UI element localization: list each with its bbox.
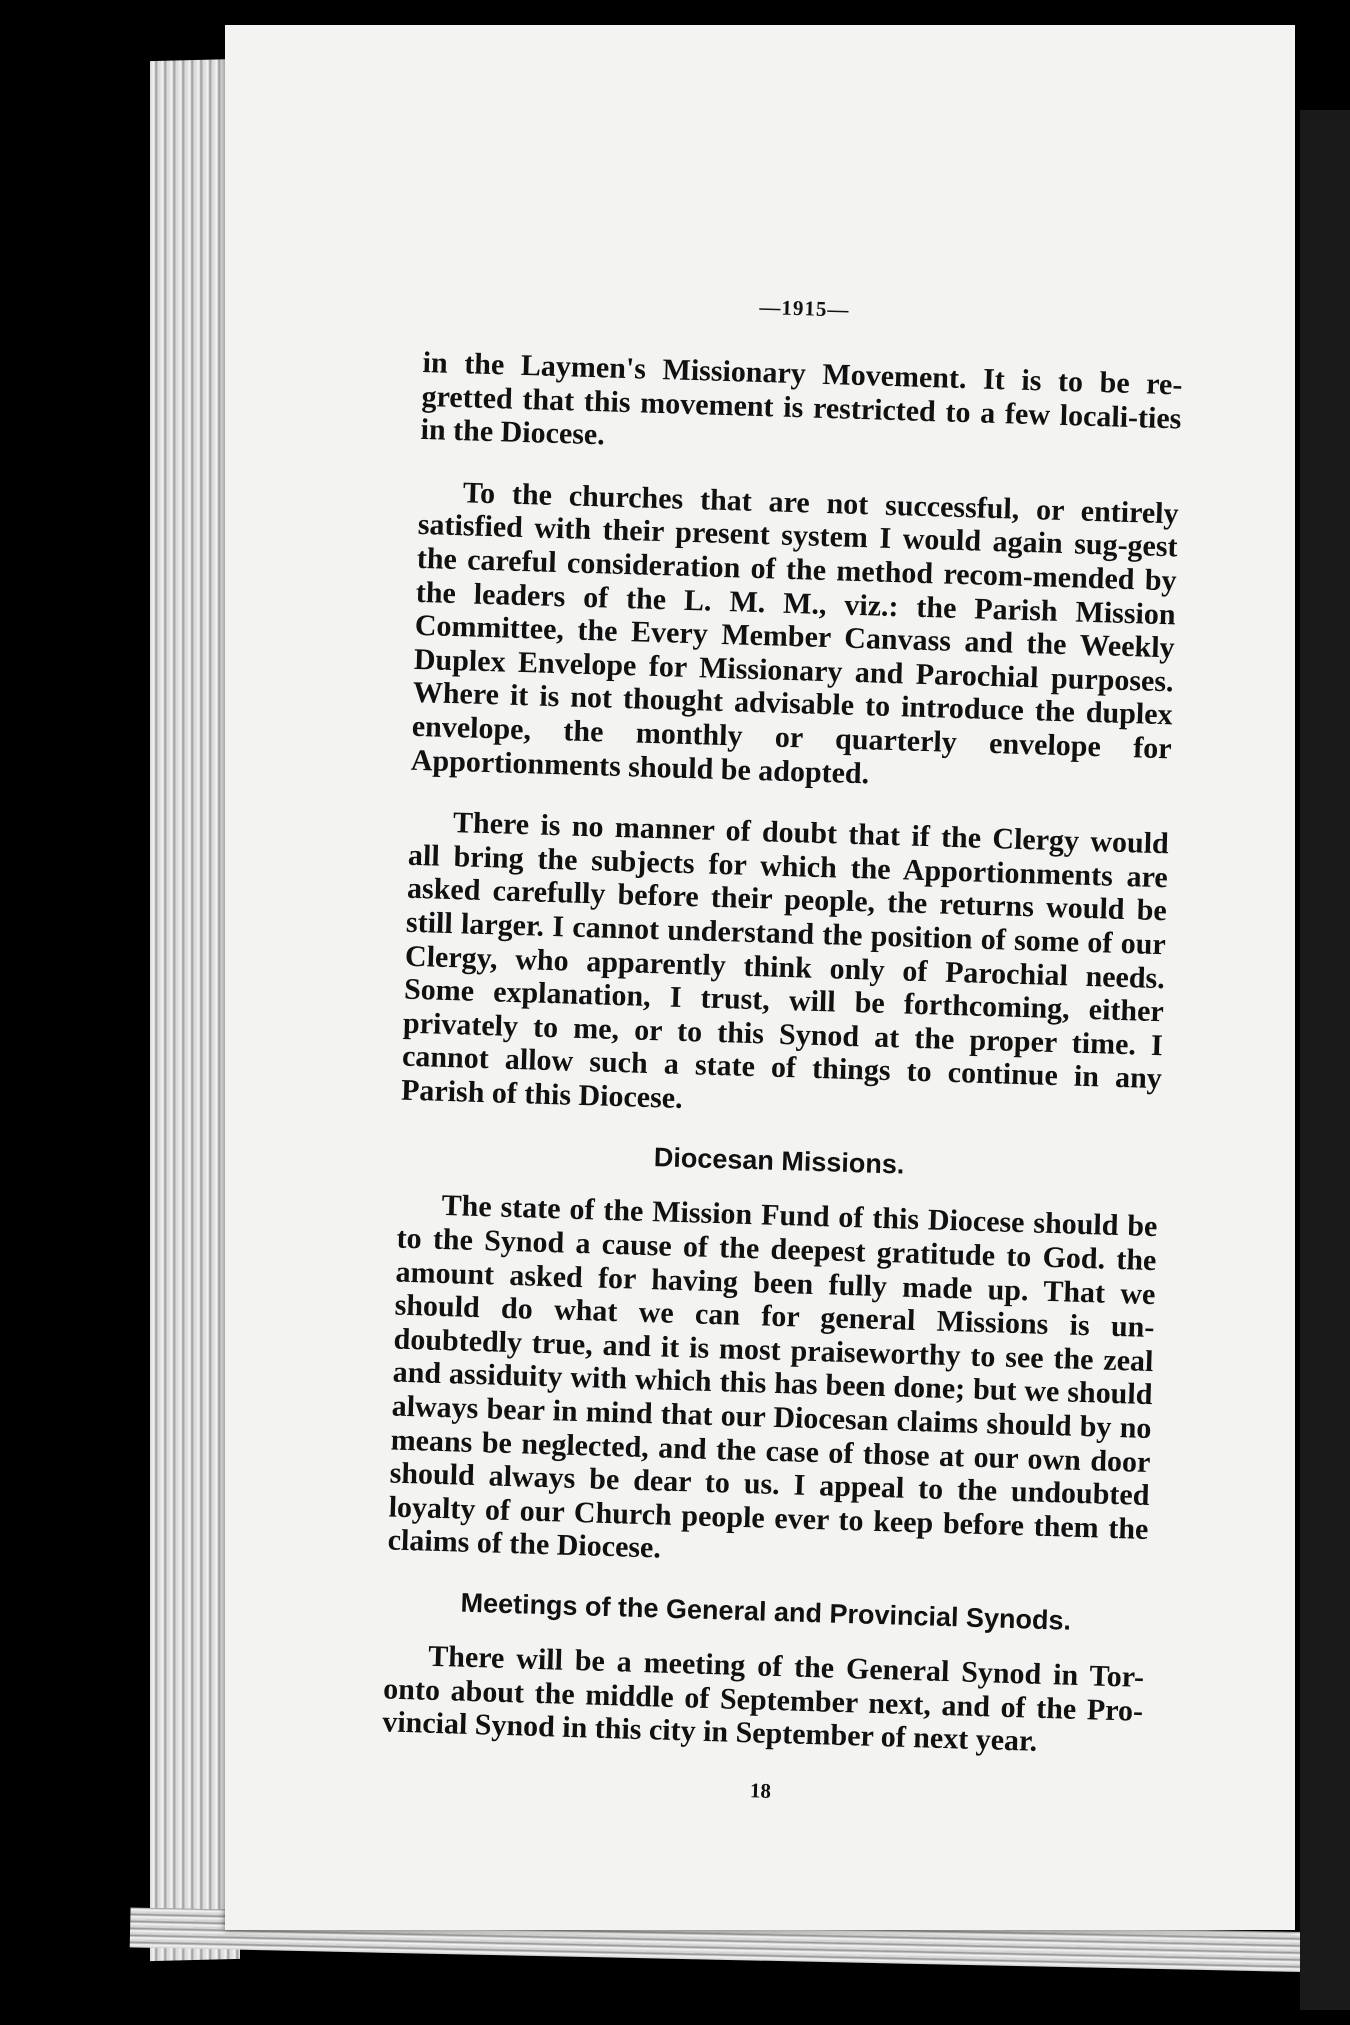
paragraph-laymen-movement: in the Laymen's Missionary Movement. It is to be re-gretted that this movement is restricted to a few locali-ties in the Diocese. <box>420 345 1183 452</box>
page-number: 18 <box>749 1778 772 1803</box>
paragraph-churches-system: To the churches that are not successful, or entirely satisfied with their present system I would again sug-gest the careful consideration of the method recom-mended by the leaders of the L. M. M., viz.: the Parish Mission Committee, the Every Member Canvass and the Weekly Duplex Envelope for Missionary and Parochial purposes. Where it is not thought advisable to introduce the duplex envelope, the monthly or quarterly envelope for Apportionments should be adopted. <box>410 476 1180 790</box>
scan-right-border <box>1300 110 1350 2010</box>
paragraph-mission-fund: The state of the Mission Fund of this Diocese should be to the Synod a cause of the deepest gratitude to God. the amount asked for having been fully made up. That we should do what we can for general Missions is un-doubtedly true, and it is most praiseworthy to see the zeal and assiduity with which this has been done; but we should always bear in mind that our Diocesan claims should by no means be neglected, and the case of those at our own door should always be dear to us. I appeal to the undoubted loyalty of our Church people ever to keep before them the claims of the Diocese. <box>387 1189 1158 1565</box>
book-page <box>225 25 1295 1930</box>
paragraph-clergy-apportionments: There is no manner of doubt that if the Clergy would all bring the subjects for which the Apportionments are asked carefully before their people, the returns would be still larger. I cannot understand the position of some of our Clergy, who apparently think only of Parochial needs. Some explanation, I trust, will be forthcoming, either privately to me, or to this Synod at the proper time. I cannot allow such a state of things to continue in any Parish of this Diocese. <box>400 806 1170 1115</box>
heading-diocesan-missions: Diocesan Missions. <box>653 1142 905 1181</box>
running-head: —1915— <box>759 294 850 322</box>
heading-synod-meetings: Meetings of the General and Provincial Synods. <box>460 1587 1072 1636</box>
paragraph-synod-meetings: There will be a meeting of the General Synod in Tor-onto about the middle of September next, and of the Pro-vincial Synod in this city in September of next year. <box>381 1639 1145 1758</box>
page-content <box>380 285 1184 1815</box>
